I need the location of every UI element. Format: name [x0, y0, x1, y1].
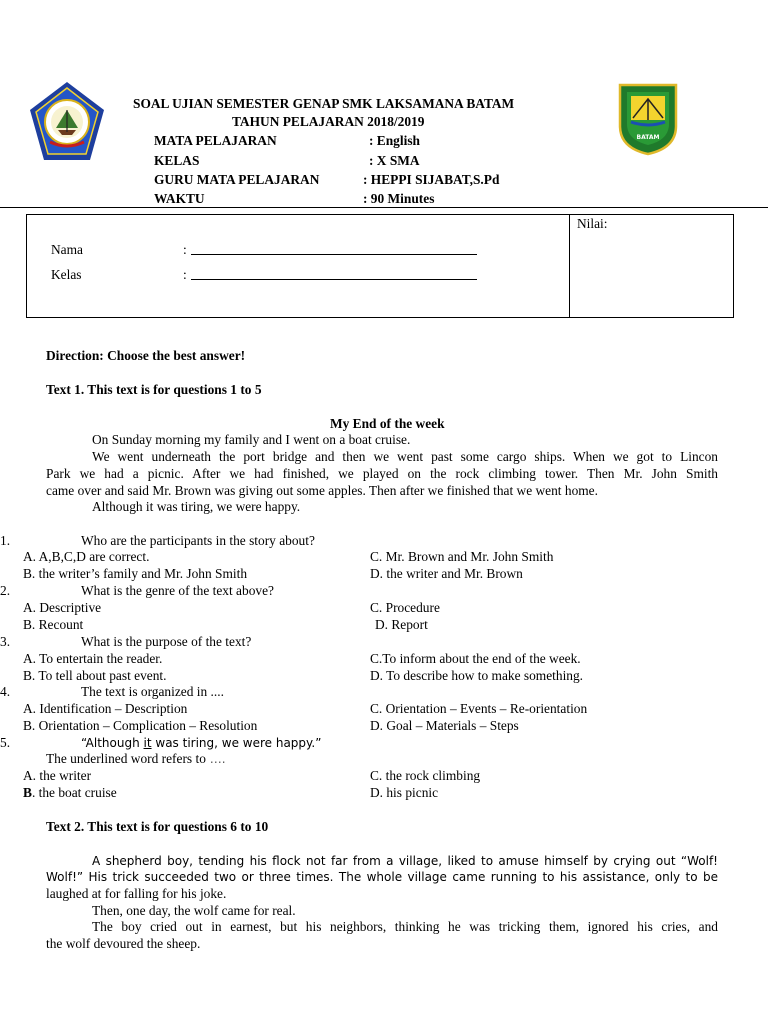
- subject-value: : English: [369, 133, 420, 148]
- q2-option-c[interactable]: C. Procedure: [370, 600, 440, 615]
- q4-option-d[interactable]: D. Goal – Materials – Steps: [370, 718, 519, 733]
- text2-heading: Text 2. This text is for questions 6 to 10: [46, 819, 269, 834]
- kelas-colon: :: [183, 267, 187, 282]
- nama-field[interactable]: [191, 243, 477, 255]
- q1-option-a[interactable]: A. A,B,C,D are correct.: [23, 549, 150, 564]
- school-year: TAHUN PELAJARAN 2018/2019: [232, 114, 425, 129]
- nilai-field[interactable]: [572, 234, 728, 314]
- question-number: 3.: [0, 634, 11, 649]
- teacher-label: GURU MATA PELAJARAN: [154, 172, 320, 187]
- text1-title: My End of the week: [330, 416, 445, 431]
- nama-colon: :: [183, 242, 187, 257]
- question-text: What is the purpose of the text?: [81, 634, 252, 649]
- question-number: 5.: [0, 735, 11, 750]
- q3-option-c[interactable]: C.To inform about the end of the week.: [370, 651, 581, 666]
- nama-label: Nama: [51, 242, 83, 257]
- q5-option-a[interactable]: A. the writer: [23, 768, 92, 783]
- text1-line: Park we had a picnic. After we had finished, we played on the rock climbing tower. Then Mr. John Smith: [46, 466, 718, 481]
- text1-line: On Sunday morning my family and I went on a boat cruise.: [92, 432, 411, 447]
- class-value: : X SMA: [369, 153, 420, 168]
- q4-option-a[interactable]: A. Identification – Description: [23, 701, 188, 716]
- q5-underlined-word: it: [143, 736, 152, 750]
- text2-line: laughed at for falling for his joke.: [46, 886, 227, 901]
- header-rule: [0, 207, 768, 208]
- q3-option-b[interactable]: B. To tell about past event.: [23, 668, 167, 683]
- question-number: 4.: [0, 684, 11, 699]
- batam-city-emblem: [617, 82, 679, 156]
- question-text: The text is organized in ....: [81, 684, 224, 699]
- text1-line: Although it was tiring, we were happy.: [92, 499, 301, 514]
- q4-option-c[interactable]: C. Orientation – Events – Re-orientation: [370, 701, 588, 716]
- text1-heading: Text 1. This text is for questions 1 to 5: [46, 382, 262, 397]
- batam-emblem-text: BATAM: [636, 134, 660, 141]
- q1-option-c[interactable]: C. Mr. Brown and Mr. John Smith: [370, 549, 554, 564]
- text2-line: The boy cried out in earnest, but his neighbors, thinking he was tricking them, ignored his cries, and: [92, 919, 718, 934]
- question-number: 1.: [0, 533, 11, 548]
- time-label: WAKTU: [154, 191, 205, 206]
- q5-prompt: The underlined word refers to ….: [46, 751, 226, 766]
- q2-option-d[interactable]: D. Report: [375, 617, 428, 632]
- q1-option-d[interactable]: D. the writer and Mr. Brown: [370, 566, 523, 581]
- question-text: What is the genre of the text above?: [81, 583, 274, 598]
- kelas-label: Kelas: [51, 267, 82, 282]
- direction: Direction: Choose the best answer!: [46, 348, 246, 363]
- exam-title: SOAL UJIAN SEMESTER GENAP SMK LAKSAMANA BATAM: [133, 96, 515, 111]
- text2-line: A shepherd boy, tending his flock not far from a village, liked to amuse himself by crying out “Wolf!: [92, 854, 718, 868]
- text1-line: We went underneath the port bridge and then we went past some cargo ships. When we got to Lincon: [92, 449, 718, 464]
- text2-line: Wolf!” His trick succeeded two or three times. The whole village came running to his assistance, only to be: [46, 870, 718, 884]
- kepri-province-emblem: [28, 80, 106, 162]
- identity-box-divider: [569, 214, 570, 318]
- q5-option-d[interactable]: D. his picnic: [370, 785, 439, 800]
- q4-option-b[interactable]: B. Orientation – Complication – Resolution: [23, 718, 258, 733]
- question-text: Who are the participants in the story about?: [81, 533, 315, 548]
- q2-option-a[interactable]: A. Descriptive: [23, 600, 102, 615]
- q2-option-b[interactable]: B. Recount: [23, 617, 84, 632]
- text2-line: the wolf devoured the sheep.: [46, 936, 201, 951]
- q5-option-c[interactable]: C. the rock climbing: [370, 768, 481, 783]
- subject-label: MATA PELAJARAN: [154, 133, 277, 148]
- text2-line: Then, one day, the wolf came for real.: [92, 903, 296, 918]
- q5-quote: “Although it was tiring, we were happy.”: [81, 736, 322, 750]
- class-label: KELAS: [154, 153, 200, 168]
- q5-option-b[interactable]: B. the boat cruise: [23, 785, 117, 800]
- question-number: 2.: [0, 583, 11, 598]
- time-value: : 90 Minutes: [363, 191, 435, 206]
- q1-option-b[interactable]: B. the writer’s family and Mr. John Smith: [23, 566, 248, 581]
- nilai-label: Nilai:: [577, 216, 608, 231]
- q3-option-d[interactable]: D. To describe how to make something.: [370, 668, 584, 683]
- kelas-field[interactable]: [191, 268, 477, 280]
- q3-option-a[interactable]: A. To entertain the reader.: [23, 651, 163, 666]
- text1-line: came over and said Mr. Brown was giving out some apples. Then after we finished that we went home.: [46, 483, 598, 498]
- teacher-value: : HEPPI SIJABAT,S.Pd: [363, 172, 500, 187]
